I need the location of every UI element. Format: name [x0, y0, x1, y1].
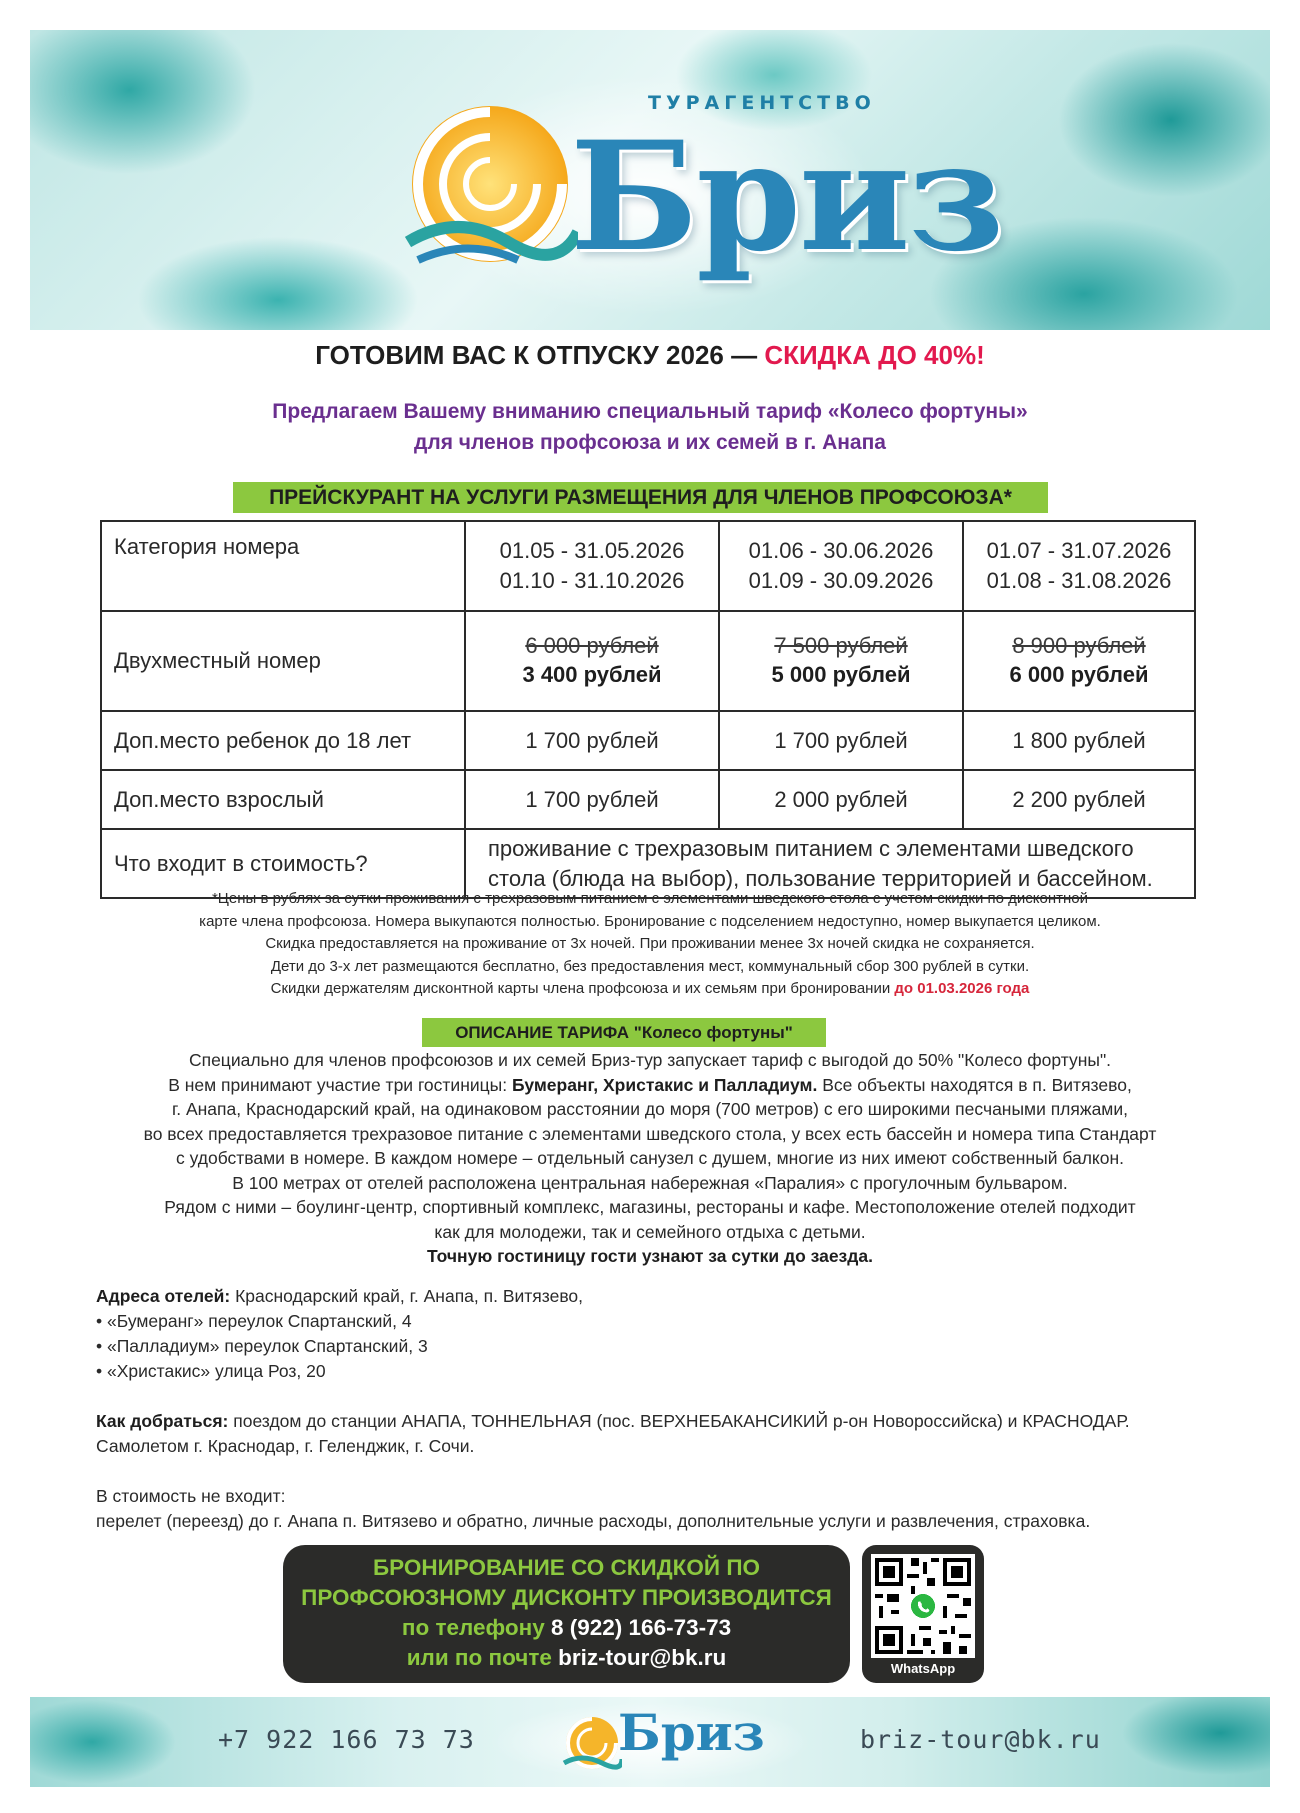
adult-bed-price-2: 2 000 рублей	[719, 770, 963, 829]
address-item: • «Христакис» улица Роз, 20	[96, 1361, 326, 1381]
note-line-3: Скидка предоставляется на проживание от 3х ночей. При проживании менее 3х ночей скидка не сохраняется.	[265, 935, 1035, 952]
booking-info-box	[283, 1545, 850, 1683]
old-price: 6 000 рублей	[525, 633, 659, 658]
table-row-child-bed	[101, 711, 1195, 770]
price-table	[100, 520, 1196, 899]
table-header-row	[101, 521, 1195, 611]
price-footnotes	[80, 888, 1220, 1001]
child-bed-price-3: 1 800 рублей	[963, 711, 1195, 770]
booking-phone-label: по телефону	[401, 1615, 551, 1640]
header-period-1	[465, 521, 719, 611]
tariff-line-6: В 100 метрах от отелей расположена центральная набережная «Паралия» с прогулочным бульваром.	[232, 1172, 1068, 1193]
table-row-double-room	[101, 611, 1195, 711]
tariff-section-title: ОПИСАНИЕ ТАРИФА "Колесо фортуны"	[422, 1018, 826, 1047]
tariff-line-8: как для молодежи, так и семейного отдыха с детьми.	[434, 1221, 866, 1242]
tariff-line-4: во всех предоставляется трехразовое питание с элементами шведского стола, у всех есть бассейн и номера типа Стандарт	[143, 1123, 1157, 1144]
note-line-5	[80, 978, 1220, 1001]
agency-label: ТУРАГЕНТСТВО	[648, 92, 876, 114]
tariff-line-2-end: Все объекты находятся в п. Витязево,	[817, 1074, 1132, 1095]
period-3-line-1: 01.07 - 31.07.2026	[986, 538, 1172, 563]
period-3-line-2: 01.08 - 31.08.2026	[986, 568, 1172, 593]
footer-phone[interactable]: +7 922 166 73 73	[218, 1725, 475, 1754]
not-included-label: В стоимость не входит:	[96, 1486, 286, 1506]
period-1-line-2: 01.10 - 31.10.2026	[499, 568, 685, 593]
adult-bed-price-3: 2 200 рублей	[963, 770, 1195, 829]
note-line-5-text: Скидки держателям дисконтной карты члена профсоюза и их семьям при бронировании	[270, 980, 895, 997]
double-room-price-2	[719, 611, 963, 711]
addresses-label: Адреса отелей:	[96, 1286, 231, 1306]
old-price: 7 500 рублей	[774, 633, 908, 658]
discount-price: 3 400 рублей	[522, 662, 662, 687]
address-item: • «Бумеранг» переулок Спартанский, 4	[96, 1311, 412, 1331]
included-label: Что входит в стоимость?	[101, 829, 465, 898]
note-line-1: *Цены в рублях за сутки проживания с трехразовым питанием с элементами шведского стола с учетом скидки по дисконтной	[211, 890, 1089, 907]
old-price: 8 900 рублей	[1012, 633, 1146, 658]
booking-phone-line	[283, 1613, 850, 1643]
footer-swirl-logo-icon	[562, 1713, 622, 1773]
tariff-description	[70, 1048, 1230, 1269]
headline-discount: СКИДКА ДО 40%!	[764, 340, 985, 370]
tariff-line-3: г. Анапа, Краснодарский край, на одинаковом расстоянии до моря (700 метров) с его широкими песчаными пляжами,	[172, 1099, 1128, 1119]
page-headline	[0, 340, 1300, 371]
child-bed-label: Доп.место ребенок до 18 лет	[101, 711, 465, 770]
tariff-line-2-start: В нем принимают участие три гостиницы:	[168, 1074, 512, 1095]
adult-bed-price-1: 1 700 рублей	[465, 770, 719, 829]
hotel-names: Бумеранг, Христакис и Палладиум.	[511, 1074, 818, 1095]
tariff-line-9	[70, 1244, 1230, 1269]
booking-line-2: ПРОФСОЮЗНОМУ ДИСКОНТУ ПРОИЗВОДИТСЯ	[301, 1585, 832, 1610]
tariff-line-2	[70, 1073, 1230, 1098]
period-2-line-2: 01.09 - 30.09.2026	[748, 568, 934, 593]
footer-email[interactable]: briz-tour@bk.ru	[860, 1725, 1101, 1754]
travel-train: поездом до станции АНАПА, ТОННЕЛЬНАЯ (пос. ВЕРХНЕБАКАНСИКИЙ р-он Новороссийска) и КРАСНОДАР.	[228, 1411, 1130, 1431]
qr-code-icon	[871, 1554, 975, 1658]
tariff-line-7: Рядом с ними – боулинг-центр, спортивный комплекс, магазины, рестораны и кафе. Местоположение отелей подходит	[164, 1197, 1136, 1217]
header-category: Категория номера	[101, 521, 465, 611]
child-bed-price-1: 1 700 рублей	[465, 711, 719, 770]
subhead-line-1: Предлагаем Вашему вниманию специальный тариф «Колесо фортуны»	[272, 400, 1028, 423]
subheadline	[150, 396, 1150, 458]
double-room-price-1	[465, 611, 719, 711]
qr-code[interactable]	[871, 1554, 975, 1658]
whatsapp-qr-card[interactable]	[862, 1545, 984, 1683]
booking-mail-line	[283, 1643, 850, 1673]
header-banner	[30, 30, 1270, 330]
adult-bed-label: Доп.место взрослый	[101, 770, 465, 829]
travel-line-2: Самолетом г. Краснодар, г. Геленджик, г. Сочи.	[96, 1436, 475, 1456]
hotel-info-block	[96, 1284, 1246, 1534]
booking-phone[interactable]: 8 (922) 166-73-73	[551, 1615, 732, 1640]
addresses-heading	[96, 1284, 1246, 1309]
discount-price: 5 000 рублей	[771, 662, 911, 687]
hotel-assignment-note: Точную гостиницу гости узнают за сутки до заезда.	[427, 1246, 873, 1266]
note-line-4: Дети до 3-х лет размещаются бесплатно, без предоставления мест, коммунальный сбор 300 рублей в сутки.	[270, 957, 1030, 975]
period-2-line-1: 01.06 - 30.06.2026	[748, 538, 934, 563]
not-included-text: перелет (переезд) до г. Анапа п. Витязево и обратно, личные расходы, дополнительные услуги и развлечения, страховка.	[96, 1511, 1091, 1531]
brand-swirl-logo-icon	[398, 92, 578, 272]
included-line-2: стола (блюда на выбор), пользование территорией и бассейном.	[488, 865, 1153, 891]
header-period-2	[719, 521, 963, 611]
tariff-line-1: Специально для членов профсоюзов и их семей Бриз-тур запускает тариф с выгодой до 50% "Колесо фортуны".	[188, 1050, 1112, 1070]
booking-email[interactable]: briz-tour@bk.ru	[558, 1645, 727, 1670]
table-row-adult-bed	[101, 770, 1195, 829]
double-room-price-3	[963, 611, 1195, 711]
booking-deadline: до 01.03.2026 года	[894, 980, 1030, 997]
note-line-2: карте члена профсоюза. Номера выкупаются полностью. Бронирование с подселением недоступно, номер выкупается целиком.	[199, 912, 1101, 930]
address-item: • «Палладиум» переулок Спартанский, 3	[96, 1336, 428, 1356]
brand-name: Бриз	[570, 109, 1003, 285]
tariff-line-5: с удобствами в номере. В каждом номере – отдельный санузел с душем, многие из них имеют собственный балкон.	[175, 1148, 1125, 1168]
booking-mail-label: или по почте	[406, 1645, 559, 1670]
travel-line-1	[96, 1409, 1246, 1434]
price-section-title: ПРЕЙСКУРАНТ НА УСЛУГИ РАЗМЕЩЕНИЯ ДЛЯ ЧЛЕНОВ ПРОФСОЮЗА*	[233, 482, 1048, 513]
footer-banner	[30, 1697, 1270, 1787]
included-line-1: проживание с трехразовым питанием с элементами шведского	[488, 835, 1134, 861]
child-bed-price-2: 1 700 рублей	[719, 711, 963, 770]
discount-price: 6 000 рублей	[1009, 662, 1149, 687]
qr-label: WhatsApp	[890, 1661, 956, 1676]
booking-line-1: БРОНИРОВАНИЕ СО СКИДКОЙ ПО	[372, 1555, 761, 1580]
double-room-label: Двухместный номер	[101, 611, 465, 711]
travel-label: Как добраться:	[96, 1411, 229, 1431]
header-period-3	[963, 521, 1195, 611]
footer-brand-name: Бриз	[618, 1703, 765, 1762]
headline-main: ГОТОВИМ ВАС К ОТПУСКУ 2026 —	[315, 340, 765, 370]
addresses-region: Краснодарский край, г. Анапа, п. Витязево,	[230, 1286, 584, 1306]
period-1-line-1: 01.05 - 31.05.2026	[499, 538, 685, 563]
subhead-line-2: для членов профсоюза и их семей в г. Анапа	[414, 431, 886, 454]
